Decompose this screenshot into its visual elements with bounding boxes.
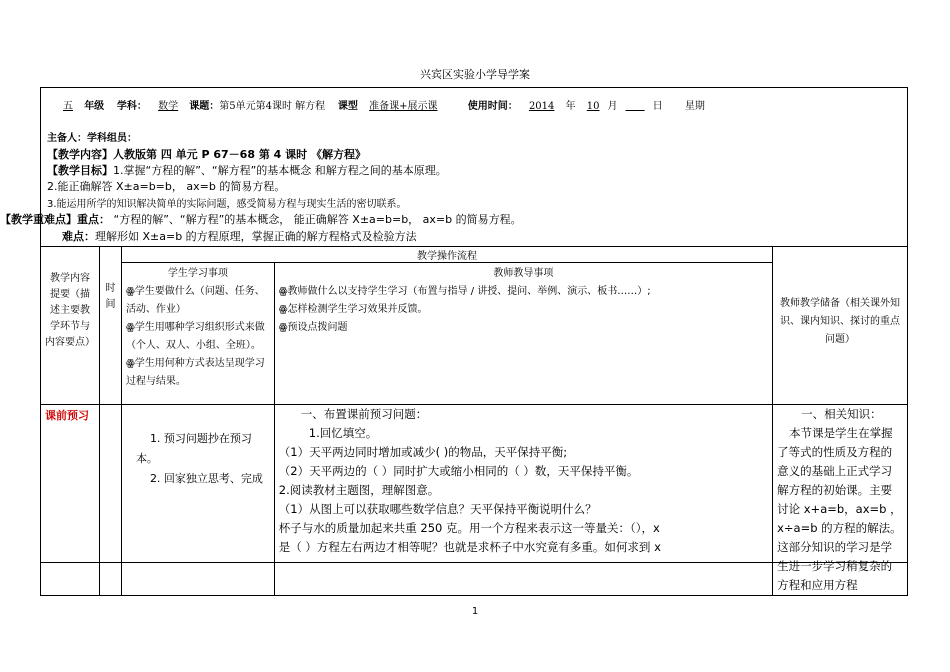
goals-label: 【教学目标】 xyxy=(47,164,113,177)
goal-1: 1.掌握“方程的解”、“解方程”的基本概念 和解方程之间的基本原理。 xyxy=(113,164,447,177)
content-summary-header: 教学内容提要（描述主要教学环节与内容要点） xyxy=(41,247,100,405)
year-label: 年 xyxy=(565,101,576,112)
teacher-task-4: 2.阅读教材主题图，理解图意。 xyxy=(278,483,440,497)
difficulty-text: 理解形如 X±a=b 的方程原理，掌握正确的解方程格式及检验方法 xyxy=(95,230,417,243)
content-text: 人教版第 四 单元 P 67－68 第 4 课时 《解方程》 xyxy=(113,148,366,161)
reserve-title: 一、相关知识： xyxy=(801,407,882,421)
grade-value: 五 xyxy=(63,101,73,112)
teacher-header: 教师教导事项 xyxy=(493,268,554,279)
teacher-task-5: （1）从图上可以获取哪些数学信息？天平保持平衡说明什么？ xyxy=(278,502,597,516)
teacher-task-3: （2）天平两边的（ ）同时扩大或缩小相同的（ ）数，天平保持平衡。 xyxy=(278,464,639,478)
teacher-item-1: ꙮ教师做什么以支持学生学习（布置与指导 / 讲授、提问、举例、演示、板书……）; xyxy=(278,286,651,297)
time-header: 时间 xyxy=(99,247,121,405)
teacher-tasks xyxy=(274,405,772,596)
reserve-notes xyxy=(773,405,908,596)
teacher-task-1: 1.回忆填空。 xyxy=(308,426,378,440)
teacher-item-3: ꙮ预设点拨问题 xyxy=(278,322,348,333)
keypoints-line xyxy=(0,211,522,227)
content-label: 【教学内容】 xyxy=(47,148,113,161)
teacher-item-2: ꙮ怎样检测学生学习效果并反馈。 xyxy=(278,304,428,315)
student-item-1: ꙮ学生要做什么（问题、任务、活动、作业） xyxy=(125,286,265,315)
teacher-column xyxy=(274,263,772,405)
student-item-3: ꙮ学生用何种方式表达呈现学习过程与结果。 xyxy=(125,358,265,387)
grade-label: 年级 xyxy=(84,101,105,112)
flow-header: 教学操作流程 xyxy=(121,247,772,263)
goal-2: 2.能正确解答 X±a=b=b， ax=b 的简易方程。 xyxy=(47,180,286,193)
time-cell xyxy=(99,405,121,596)
difficulty-line xyxy=(62,228,417,244)
student-tasks xyxy=(121,405,274,596)
month-value: 10 xyxy=(586,101,600,112)
day-blank xyxy=(618,101,653,112)
student-item-2: ꙮ学生用哪种学习组织形式来做（个人、双人、小组、全班）。 xyxy=(125,322,265,351)
page-number: 1 xyxy=(471,606,479,617)
teacher-task-2: （1）天平两边同时增加或减少( )的物品，天平保持平衡; xyxy=(278,445,568,459)
goals-line-1 xyxy=(47,162,447,178)
student-column xyxy=(121,263,274,405)
keypoints-label: 【教学重难点】 xyxy=(0,213,77,226)
teacher-task-title: 一、布置课前预习问题： xyxy=(300,407,428,421)
goal-3: 3.能运用所学的知识解决简单的实际问题，感受简易方程与现实生活的密切联系。 xyxy=(47,199,407,210)
teacher-task-7: 是（ ）方程左右两边才相等呢？也就是求杯子中水究竟有多重。如何求到 x xyxy=(278,540,661,554)
student-task-2: 2. 回家独立思考、完成 xyxy=(149,472,263,485)
lesson-info-row xyxy=(55,97,705,112)
date-label: 使用时间： xyxy=(467,101,518,112)
reserve-header: 教师教学储备（相关课外知识、课内知识、探讨的重点问题） xyxy=(773,247,908,405)
preparer-line: 主备人：学科组员： xyxy=(47,133,137,144)
week-label: 星期 xyxy=(684,101,705,112)
teacher-task-6: 杯子与水的质量加起来共重 250 克。用一个方程来表示这一等量关：（），x xyxy=(278,521,660,535)
page-title: 兴宾区实验小学导学案 xyxy=(420,68,530,81)
topic-value: 第5单元第4课时 解方程 xyxy=(219,101,326,112)
type-value: 准备课+展示课 xyxy=(369,101,438,112)
type-label: 课型 xyxy=(337,101,358,112)
content-line xyxy=(47,146,366,162)
topic-label: 课题： xyxy=(189,101,220,112)
difficulty-label: 难点： xyxy=(62,230,95,243)
day-label: 日 xyxy=(652,101,663,112)
key-label: 重点： xyxy=(77,213,110,226)
student-header: 学生学习事项 xyxy=(167,268,228,279)
reserve-text: 本节课是学生在掌握了等式的性质及方程的意义的基础上正式学习解方程的初始课。主要讨论 x+a=b，ax=b ， x÷a=b 的方程的解法。这部分知识的学习是学生进一步学习稍复杂的方程和应用方程 xyxy=(777,426,902,592)
month-label: 月 xyxy=(607,101,618,112)
subject-label: 学科： xyxy=(116,101,147,112)
key-text: “方程的解”、“解方程”的基本概念， 能正确解答 X±a=b=b， ax=b 的简易方程。 xyxy=(110,213,522,226)
subject-value: 数学 xyxy=(158,101,179,112)
lesson-flow-table xyxy=(40,246,908,596)
student-task-1: 1. 预习问题抄在预习本。 xyxy=(135,432,252,465)
year-value: 2014 xyxy=(528,101,555,112)
section-label: 课前预习 xyxy=(41,405,100,596)
